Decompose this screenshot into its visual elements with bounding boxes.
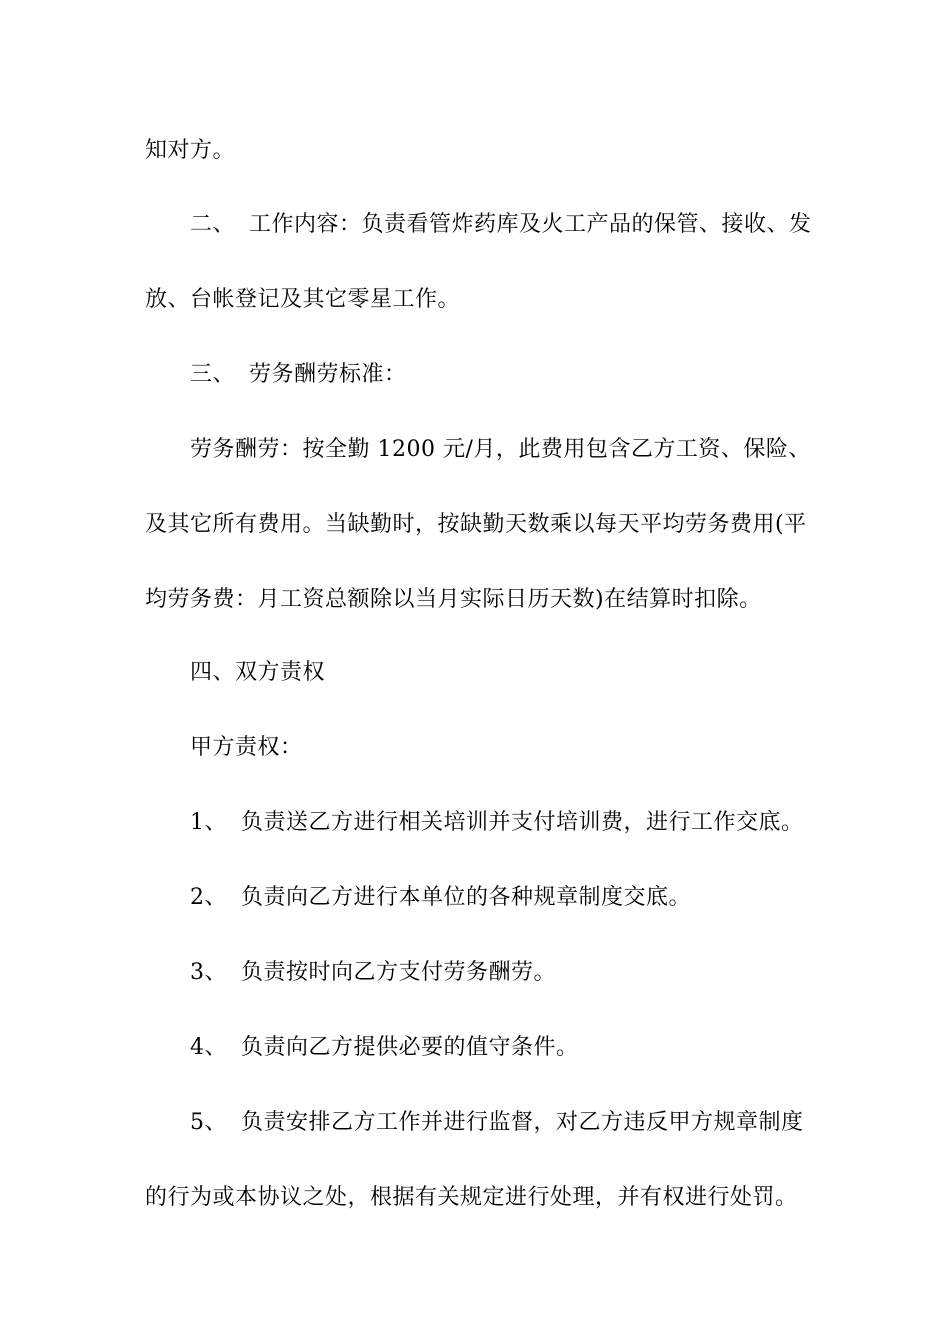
text-line: 劳务酬劳标准： (249, 362, 407, 387)
section-number: 三、 (190, 362, 236, 387)
text-line: 负责向乙方提供必要的值守条件。 (241, 1035, 579, 1060)
section-four-heading (190, 658, 810, 688)
section-two-heading (190, 210, 810, 240)
paragraph-line (145, 285, 810, 315)
paragraph-line (190, 435, 810, 465)
text-line: 均劳务费：月工资总额除以当月实际日历天数)在结算时扣除。 (145, 587, 762, 612)
text-line: 工作内容：负责看管炸药库及火工产品的保管、接收、发 (249, 212, 812, 237)
list-number: 1、 (190, 810, 227, 835)
text-line: 放、台帐登记及其它零星工作。 (145, 287, 461, 312)
list-item (190, 958, 810, 988)
text-line: 甲方责权： (190, 735, 303, 760)
list-number: 4、 (190, 1035, 227, 1060)
paragraph-line (145, 1183, 810, 1213)
list-item (190, 808, 810, 838)
section-three-heading (190, 360, 810, 390)
list-item (190, 1108, 810, 1138)
list-number: 2、 (190, 885, 227, 910)
paragraph-line (145, 585, 810, 615)
list-number: 3、 (190, 960, 227, 985)
section-number: 二、 (190, 212, 236, 237)
paragraph-line (145, 510, 810, 540)
text-line: 负责向乙方进行本单位的各种规章制度交底。 (241, 885, 692, 910)
text-line: 四、双方责权 (190, 660, 326, 685)
text-line: 负责按时向乙方支付劳务酬劳。 (241, 960, 557, 985)
list-item (190, 1033, 810, 1063)
list-item (190, 883, 810, 913)
text-line: 负责安排乙方工作并进行监督，对乙方违反甲方规章制度 (241, 1110, 804, 1135)
text-line: 及其它所有费用。当缺勤时，按缺勤天数乘以每天平均劳务费用(平 (145, 512, 807, 537)
text-line: 的行为或本协议之处，根据有关规定进行处理，并有权进行处罚。 (145, 1185, 798, 1210)
paragraph-line (145, 136, 810, 166)
text-line: 知对方。 (145, 138, 236, 163)
list-number: 5、 (190, 1110, 227, 1135)
text-line: 负责送乙方进行相关培训并支付培训费，进行工作交底。 (241, 810, 804, 835)
subsection-heading (190, 733, 810, 763)
text-line: 劳务酬劳：按全勤 1200 元/月，此费用包含乙方工资、保险、 (190, 437, 811, 462)
